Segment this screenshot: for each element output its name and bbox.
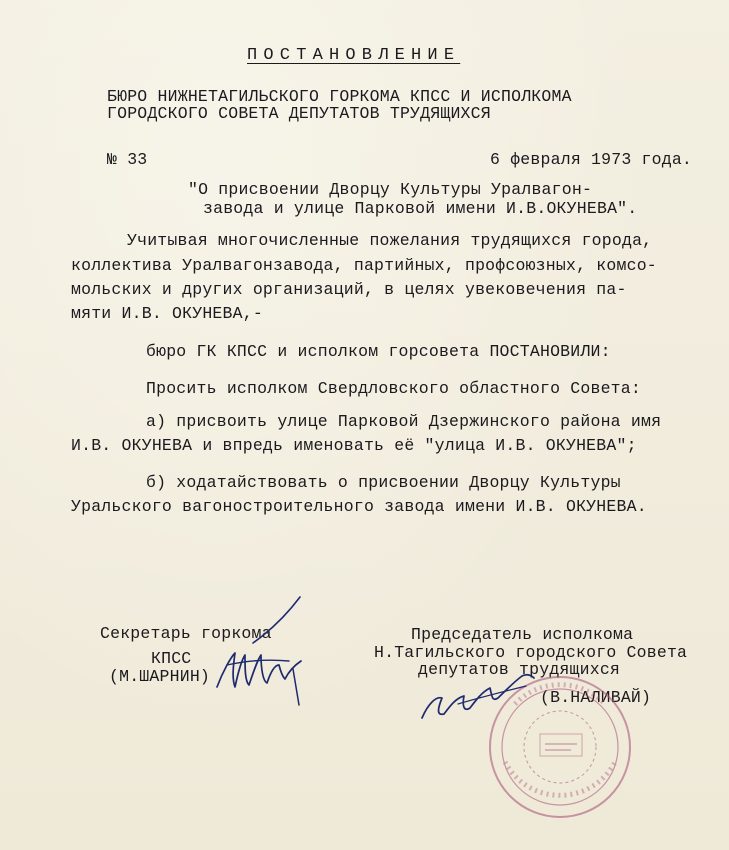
left-signer-name: (М.ШАРНИН) — [109, 667, 211, 686]
right-signer-name: (В.НАЛИВАЙ) — [540, 688, 652, 707]
item-b-line-2: Уральского вагоностроительного завода имени И.В. ОКУНЕВА. — [71, 497, 647, 516]
subject-line-2: завода и улице Парковой имени И.В.ОКУНЕВА". — [203, 199, 638, 218]
issuer-line-1: БЮРО НИЖНЕТАГИЛЬСКОГО ГОРКОМА КПСС И ИСПОЛКОМА — [107, 87, 572, 106]
right-signer-org-2: депутатов трудящихся — [418, 660, 621, 679]
body-line-3: мольских и других организаций, в целях увековечения па- — [71, 280, 627, 299]
document-title: ПОСТАНОВЛЕНИЕ — [247, 46, 461, 65]
item-a-line-1: а) присвоить улице Парковой Дзержинского района имя — [146, 412, 662, 431]
item-b-line-1: б) ходатайствовать о присвоении Дворцу Культуры — [146, 473, 621, 492]
document-number: № 33 — [107, 150, 148, 169]
item-a-line-2: И.В. ОКУНЕВА и впредь именовать её "улица И.В. ОКУНЕВА"; — [71, 436, 637, 455]
request-line: Просить исполком Свердловского областного Совета: — [146, 379, 641, 398]
right-signer-role: Председатель исполкома — [411, 625, 634, 644]
left-signer-role: Секретарь горкома — [100, 624, 272, 643]
body-line-2: коллектива Уралвагонзавода, партийных, профсоюзных, комсо- — [71, 256, 657, 275]
subject-line-1: "О присвоении Дворцу Культуры Уралвагон- — [188, 180, 593, 199]
right-signer-org: Н.Тагильского городского Совета — [374, 643, 688, 662]
body-line-4: мяти И.В. ОКУНЕВА,- — [71, 304, 263, 323]
document-date: 6 февраля 1973 года. — [490, 150, 693, 169]
body-line-1: Учитывая многочисленные пожелания трудящихся города, — [127, 231, 653, 250]
left-signer-org: КПСС — [151, 649, 192, 668]
resolution-line: бюро ГК КПСС и исполком горсовета ПОСТАНОВИЛИ: — [146, 342, 611, 361]
left-handwritten-signature — [205, 595, 315, 710]
right-handwritten-signature — [418, 668, 548, 728]
issuer-line-2: ГОРОДСКОГО СОВЕТА ДЕПУТАТОВ ТРУДЯЩИХСЯ — [107, 104, 491, 123]
